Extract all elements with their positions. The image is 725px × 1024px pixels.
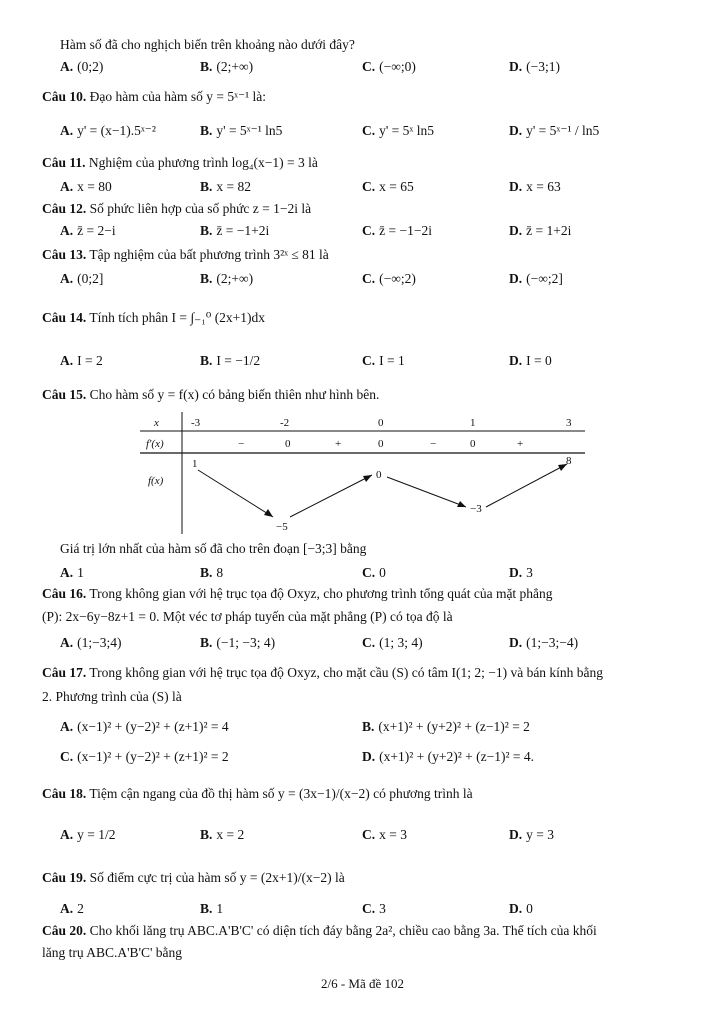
variation-table: [140, 412, 585, 534]
option-d[interactable]: (x+1)² + (y+2)² + (z−1)² = 4.: [379, 749, 535, 764]
question-14: Câu 14. Tính tích phân I = ∫₋₁⁰ (2x+1)dx: [42, 310, 266, 325]
option-a[interactable]: (0;2]: [77, 271, 104, 286]
option-a[interactable]: 2: [77, 901, 84, 916]
f-value: −3: [470, 503, 482, 515]
option-a[interactable]: I = 2: [77, 353, 103, 368]
option-a[interactable]: x = 80: [77, 179, 112, 194]
option-c[interactable]: (1; 3; 4): [379, 635, 423, 650]
f-value: 8: [566, 455, 572, 467]
question-17-line2: 2. Phương trình của (S) là: [42, 689, 182, 704]
option-c[interactable]: y' = 5ˣ ln5: [379, 123, 434, 138]
x-value: 3: [566, 417, 572, 429]
option-d[interactable]: 3: [526, 565, 533, 580]
option-b[interactable]: 8: [216, 565, 224, 580]
option-d[interactable]: x = 63: [526, 179, 561, 194]
option-c[interactable]: (−∞;0): [379, 59, 416, 74]
option-b[interactable]: y' = 5ˣ⁻¹ ln5: [216, 123, 283, 138]
arrow-up: [290, 475, 372, 517]
x-value: -3: [191, 417, 201, 429]
row-label-f: f(x): [148, 475, 164, 487]
option-c[interactable]: 0: [379, 565, 386, 580]
option-a[interactable]: z̄ = 2−i: [77, 223, 116, 238]
row-label-fprime: f'(x): [146, 438, 164, 450]
option-d[interactable]: I = 0: [526, 353, 552, 368]
sign: 0: [285, 438, 291, 450]
question-19: Câu 19. Số điểm cực trị của hàm số y = (2x+1)/(x−2) là: [42, 870, 345, 885]
sign: −: [430, 438, 437, 450]
arrow-up: [486, 464, 567, 507]
arrow-down: [387, 477, 466, 507]
f-value: 0: [376, 469, 382, 481]
option-a[interactable]: (x−1)² + (y−2)² + (z+1)² = 4: [77, 719, 229, 734]
option-c[interactable]: I = 1: [379, 353, 405, 368]
x-value: 0: [378, 417, 384, 429]
option-b[interactable]: I = −1/2: [216, 353, 261, 368]
option-d[interactable]: (1;−3;−4): [526, 635, 579, 650]
sign: −: [238, 438, 245, 450]
page-footer: 2/6 - Mã đề 102: [320, 976, 405, 991]
sign: 0: [470, 438, 476, 450]
question-13: Câu 13. Tập nghiệm của bất phương trình 3²ˣ ≤ 81 là: [42, 247, 329, 262]
option-a[interactable]: 1: [77, 565, 84, 580]
option-d[interactable]: (−∞;2]: [526, 271, 563, 286]
option-d[interactable]: 0: [526, 901, 533, 916]
option-d[interactable]: z̄ = 1+2i: [526, 223, 572, 238]
option-c[interactable]: x = 65: [379, 179, 414, 194]
sign: +: [335, 438, 342, 450]
option-a[interactable]: y = 1/2: [77, 827, 116, 842]
question-15: Câu 15. Cho hàm số y = f(x) có bảng biến thiên như hình bên.: [42, 387, 380, 402]
option-b[interactable]: (x+1)² + (y+2)² + (z−1)² = 2: [378, 719, 530, 734]
option-a[interactable]: y' = (x−1).5ˣ⁻²: [77, 123, 156, 138]
row-label-x: x: [154, 417, 159, 429]
option-b[interactable]: (−1; −3; 4): [216, 635, 276, 650]
option-a[interactable]: (0;2): [77, 59, 104, 74]
option-c[interactable]: x = 3: [379, 827, 407, 842]
f-value: 1: [192, 458, 198, 470]
variation-table-graphic: [140, 412, 585, 534]
question-17: Câu 17. Trong không gian với hệ trục tọa độ Oxyz, cho mặt cầu (S) có tâm I(1; 2; −1) và bán kính bằng: [42, 665, 604, 680]
question-16: Câu 16. Trong không gian với hệ trục tọa độ Oxyz, cho phương trình tổng quát của mặt phẳng: [42, 586, 553, 601]
option-c[interactable]: (x−1)² + (y−2)² + (z+1)² = 2: [77, 749, 229, 764]
x-value: 1: [470, 417, 476, 429]
option-c[interactable]: (−∞;2): [379, 271, 416, 286]
question-18: Câu 18. Tiệm cận ngang của đồ thị hàm số y = (3x−1)/(x−2) có phương trình là: [42, 786, 473, 801]
option-b[interactable]: 1: [216, 901, 224, 916]
question-20: Câu 20. Cho khối lăng trụ ABC.A'B'C' có diện tích đáy bằng 2a², chiều cao bằng 3a. Thể tích của khối: [42, 923, 597, 938]
option-b[interactable]: z̄ = −1+2i: [216, 223, 270, 238]
option-b[interactable]: (2;+∞): [216, 271, 254, 286]
f-value: −5: [276, 521, 288, 533]
question-12: Câu 12. Số phức liên hợp của số phức z = 1−2i là: [42, 201, 312, 216]
question-10: Câu 10. Đạo hàm của hàm số y = 5ˣ⁻¹ là:: [42, 89, 267, 104]
option-c[interactable]: 3: [379, 901, 386, 916]
option-c[interactable]: z̄ = −1−2i: [379, 223, 432, 238]
x-value: -2: [280, 417, 290, 429]
question-20-line2: lăng trụ ABC.A'B'C' bằng: [42, 945, 183, 960]
question-15-ask: Giá trị lớn nhất của hàm số đã cho trên đoạn [−3;3] bằng: [60, 541, 367, 556]
arrow-down: [198, 470, 273, 517]
option-d[interactable]: y = 3: [526, 827, 554, 842]
question-16-line2: (P): 2x−6y−8z+1 = 0. Một véc tơ pháp tuyến của mặt phẳng (P) có tọa độ là: [42, 609, 453, 624]
option-a[interactable]: (1;−3;4): [77, 635, 122, 650]
option-b[interactable]: x = 2: [216, 827, 245, 842]
question-text: Hàm số đã cho nghịch biến trên khoảng nào dưới đây?: [60, 37, 355, 52]
option-d[interactable]: y' = 5ˣ⁻¹ / ln5: [526, 123, 600, 138]
option-d[interactable]: (−3;1): [526, 59, 560, 74]
sign: +: [517, 438, 524, 450]
sign: 0: [378, 438, 384, 450]
question-11: Câu 11. Nghiệm của phương trình log₄(x−1) = 3 là: [42, 155, 318, 170]
option-b[interactable]: (2;+∞): [216, 59, 254, 74]
option-b[interactable]: x = 82: [216, 179, 252, 194]
